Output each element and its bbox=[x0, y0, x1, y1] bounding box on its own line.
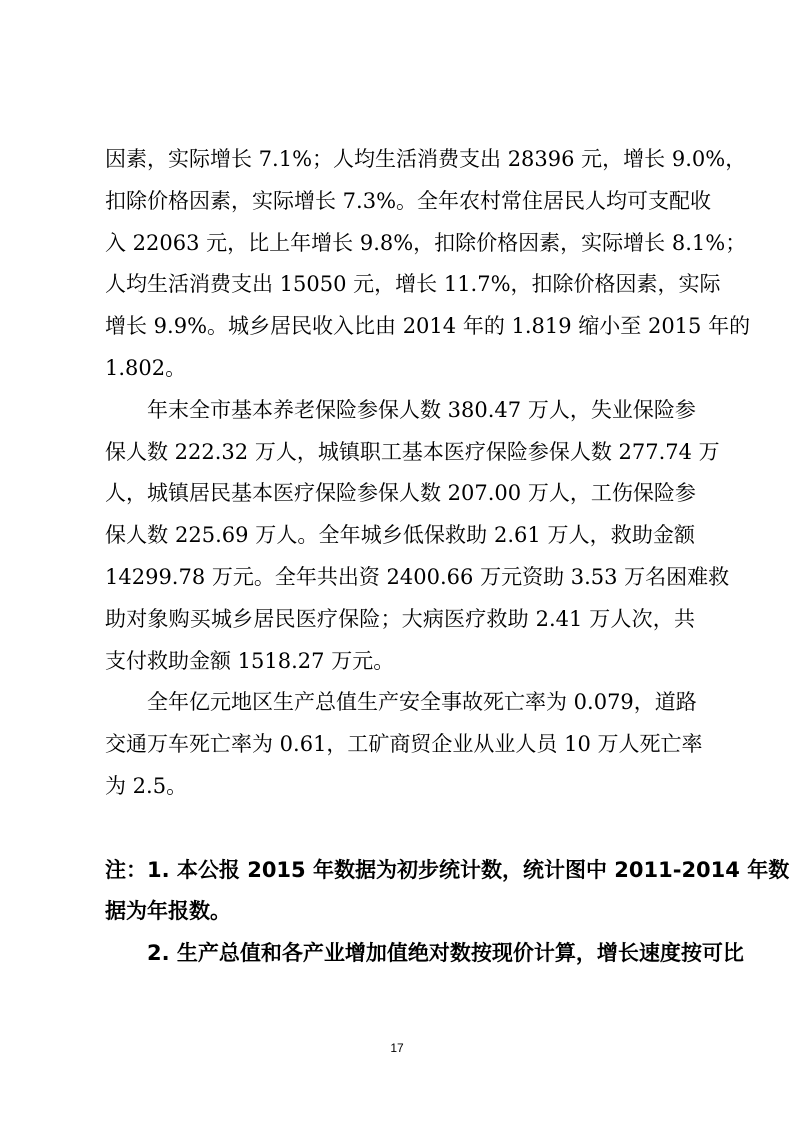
document-body bbox=[105, 139, 790, 975]
text-line: 为 2.5。 bbox=[105, 773, 188, 798]
paragraph-safety bbox=[105, 682, 703, 807]
blank-line bbox=[105, 808, 695, 850]
text-line: 保人数 222.32 万人，城镇职工基本医疗保险参保人数 277.74 万 bbox=[105, 439, 720, 464]
text-line: 助对象购买城乡居民医疗保险；大病医疗救助 2.41 万人次，共 bbox=[105, 606, 695, 631]
text-line: 1.802。 bbox=[105, 355, 187, 380]
text-line: 增长 9.9%。城乡居民收入比由 2014 年的 1.819 缩小至 2015 年的 bbox=[105, 314, 751, 339]
note-line: 注：1. 本公报 2015 年数据为初步统计数，统计图中 2011-2014 年数 bbox=[105, 857, 790, 882]
text-line: 人，城镇居民基本医疗保险参保人数 207.00 万人，工伤保险参 bbox=[105, 481, 696, 506]
text-line: 人均生活消费支出 15050 元，增长 11.7%，扣除价格因素，实际 bbox=[105, 272, 721, 297]
text-line: 交通万车死亡率为 0.61，工矿商贸企业从业人员 10 万人死亡率 bbox=[105, 732, 703, 757]
page-number: 17 bbox=[390, 1041, 404, 1055]
text-line: 保人数 225.69 万人。全年城乡低保救助 2.61 万人，救助金额 bbox=[105, 523, 695, 548]
paragraph-social-insurance bbox=[105, 390, 730, 683]
text-line: 全年亿元地区生产总值生产安全事故死亡率为 0.079，道路 bbox=[147, 690, 697, 715]
text-line: 扣除价格因素，实际增长 7.3%。全年农村常住居民人均可支配收 bbox=[105, 188, 712, 213]
note-line: 据为年报数。 bbox=[105, 899, 231, 924]
text-line: 因素，实际增长 7.1%；人均生活消费支出 28396 元，增长 9.0%， bbox=[105, 147, 747, 171]
text-line: 年末全市基本养老保险参保人数 380.47 万人，失业保险参 bbox=[147, 397, 696, 422]
note-line: 2. 生产总值和各产业增加值绝对数按现价计算，增长速度按可比 bbox=[147, 941, 744, 966]
text-line: 支付救助金额 1518.27 万元。 bbox=[105, 648, 395, 673]
text-line: 入 22063 元，比上年增长 9.8%，扣除价格因素，实际增长 8.1%； bbox=[105, 230, 747, 255]
text-line: 14299.78 万元。全年共出资 2400.66 万元资助 3.53 万名困难救 bbox=[105, 564, 730, 589]
notes-section bbox=[105, 850, 790, 975]
paragraph-income bbox=[105, 139, 751, 390]
